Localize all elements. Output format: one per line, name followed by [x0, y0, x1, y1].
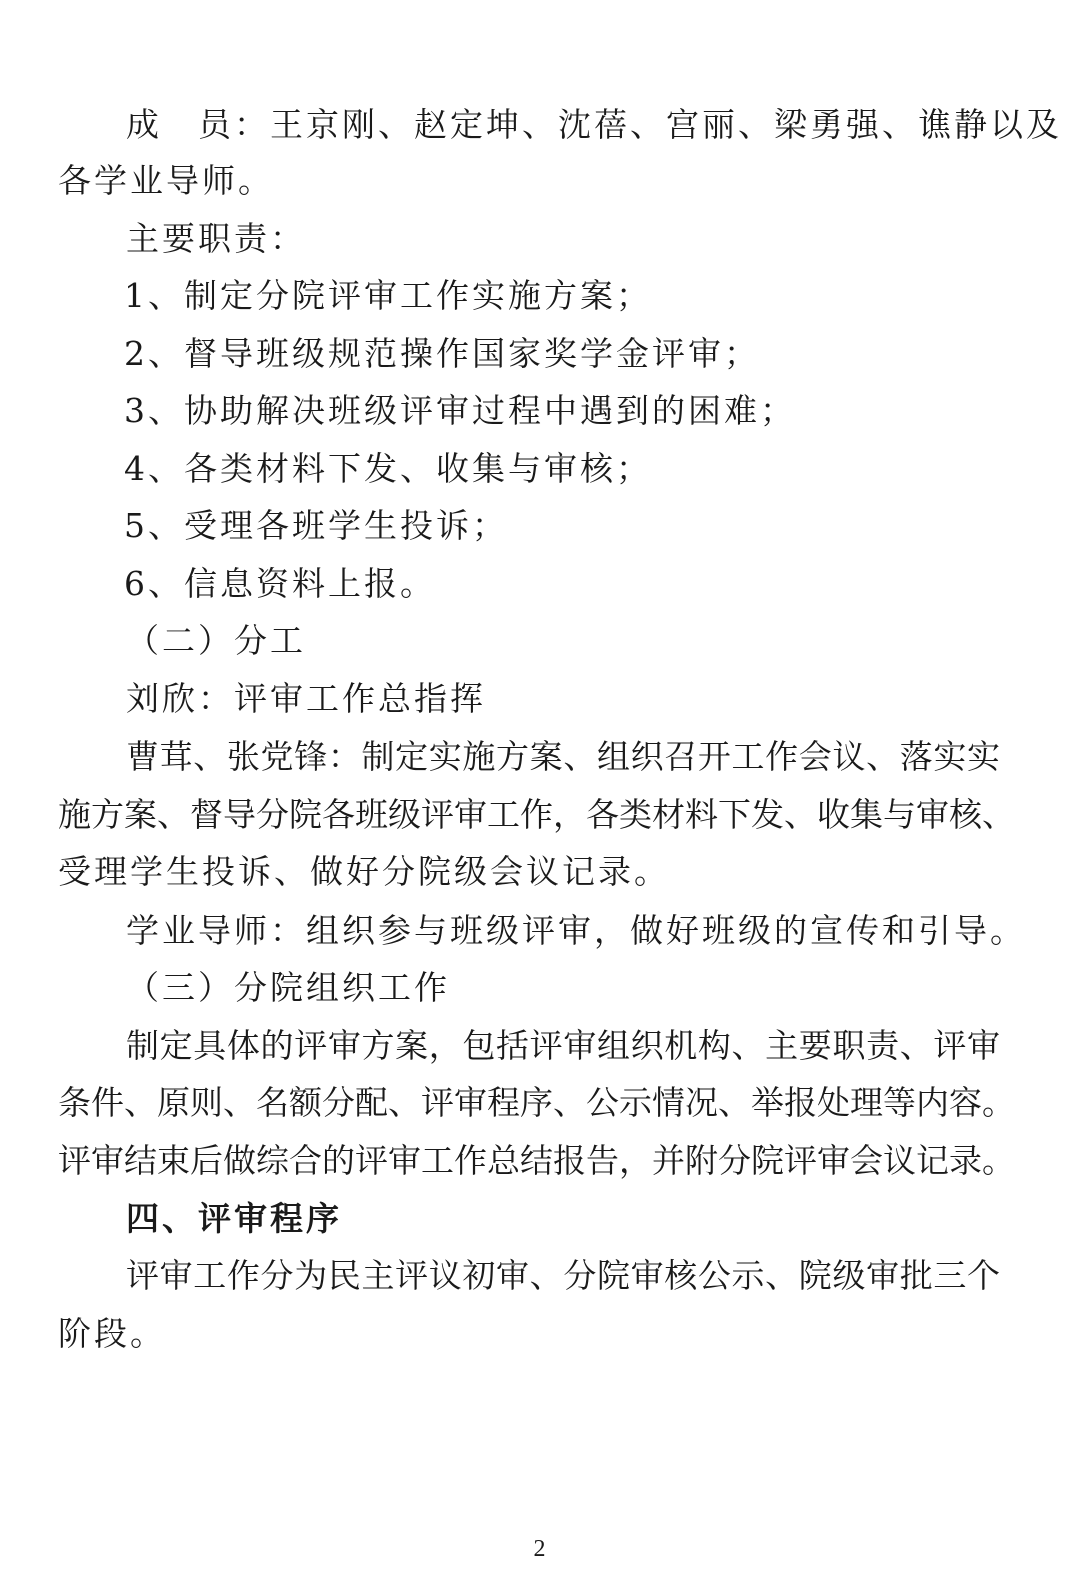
duty-item-6: 6、信息资料上报。 [124, 564, 436, 603]
organization-paragraph-line-1: 制定具体的评审方案，包括评审组织机构、主要职责、评审 [126, 1026, 1000, 1065]
duties-heading: 主要职责： [126, 219, 306, 258]
division-cao-zhang-line-2: 施方案、督导分院各班级评审工作，各类材料下发、收集与审核、 [58, 795, 1015, 834]
duty-item-4: 4、各类材料下发、收集与审核； [124, 449, 652, 488]
division-cao-zhang-line-3: 受理学生投诉、做好分院级会议记录。 [58, 852, 670, 891]
page-number: 2 [533, 1536, 546, 1562]
duty-item-3: 3、协助解决班级评审过程中遇到的困难； [124, 391, 796, 430]
duty-item-2: 2、督导班级规范操作国家奖学金评审； [124, 334, 760, 373]
procedure-paragraph-line-1: 评审工作分为民主评议初审、分院审核公示、院级审批三个 [126, 1256, 1000, 1295]
division-academic-advisor: 学业导师：组织参与班级评审，做好班级的宣传和引导。 [126, 911, 1026, 950]
division-liu-xin: 刘欣：评审工作总指挥 [126, 679, 486, 718]
duty-item-5: 5、受理各班学生投诉； [124, 506, 508, 545]
section-division-heading: （二）分工 [126, 621, 306, 660]
organization-paragraph-line-2: 条件、原则、名额分配、评审程序、公示情况、举报处理等内容。 [58, 1083, 1015, 1122]
duty-item-1: 1、制定分院评审工作实施方案； [124, 276, 652, 315]
organization-paragraph-line-3: 评审结束后做综合的评审工作总结报告，并附分院评审会议记录。 [58, 1141, 1015, 1180]
procedure-paragraph-line-2: 阶段。 [58, 1314, 166, 1353]
section-organization-heading: （三）分院组织工作 [126, 968, 450, 1007]
division-cao-zhang-line-1: 曹茸、张党锋：制定实施方案、组织召开工作会议、落实实 [126, 737, 1000, 776]
members-line: 成 员：王京刚、赵定坤、沈蓓、宫丽、梁勇强、谯静以及 [126, 105, 1062, 144]
section-review-procedure-heading: 四、评审程序 [126, 1199, 342, 1238]
members-line-continued: 各学业导师。 [58, 161, 274, 200]
